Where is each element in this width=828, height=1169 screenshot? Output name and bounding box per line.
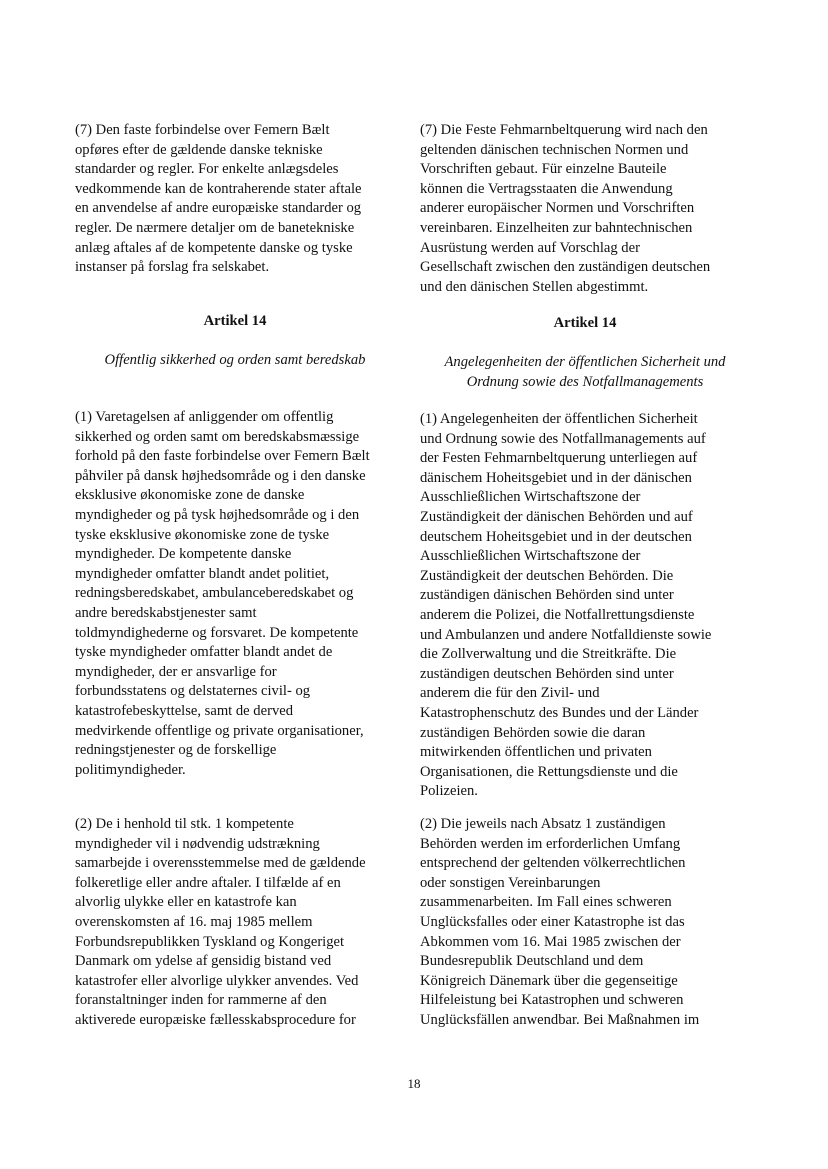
german-paragraph-2: (2) Die jeweils nach Absatz 1 zuständigen Behörden werden im erforderlichen Umfang entsprechend der geltenden völkerrechtlichen oder sonstigen Vereinbarungen zusammenarbeiten. Im Fall eines schweren Unglücksfalles oder einer Katastrophe ist das Abkommen vom 16. Mai 1985 zwischen der Bundesrepublik Deutschland und dem Königreich Dänemark über die gegenseitige Hilfeleistung bei Katastrophen und schweren Unglücksfällen anwendbar. Bei Maßnahmen im xyxy=(420,816,700,1028)
page-number: 18 xyxy=(407,1076,421,1091)
danish-paragraph-2: (2) De i henhold til stk. 1 kompetente myndigheder vil i nødvendig udstrækning samarbejde i overensstemmelse med de gældende folkeretlige eller andre aftaler. I tilfælde af en alvorlig ulykke eller en katastrofe kan overenskomsten af 16. maj 1985 mellem Forbundsrepublikken Tyskland og Kongeriget Danmark om ydelse af gensidig bistand ved katastrofer eller alvorlige ulykker anvendes. Ved foranstaltninger inden for rammerne af den aktiverede europæiske fællesskabsprocedure for xyxy=(75,816,366,1028)
danish-article-heading: Artikel 14 xyxy=(203,313,267,329)
german-article-title: Angelegenheiten der öffentlichen Sicherheit und Ordnung sowie des Notfallmanagements xyxy=(444,354,726,390)
danish-paragraph-1: (1) Varetagelsen af anliggender om offentlig sikkerhed og orden samt om beredskabsmæssige forhold på den faste forbindelse over Femern Bælt påhviler på dansk højhedsområde og i den danske eksklusive økonomiske zone de danske myndigheder og på tysk højhedsområde og i den tyske eksklusive økonomiske zone de tyske myndigheder. De kompetente danske myndigheder omfatter blandt andet politiet, redningsberedskabet, ambulanceberedskabet og andre beredskabstjenester samt toldmyndighederne og forsvaret. De kompetente tyske myndigheder omfatter blandt andet de myndigheder, der er ansvarlige for forbundsstatens og delstaternes civil- og katastrofebeskyttelse, samt de derved medvirkende offentlige og private organisationer, redningstjenester og de forskellige politimyndigheder. xyxy=(75,409,370,778)
danish-article-title: Offentlig sikkerhed og orden samt beredskab xyxy=(104,352,366,368)
danish-paragraph-7: (7) Den faste forbindelse over Femern Bælt opføres efter de gældende danske tekniske standarder og regler. For enkelte anlægsdeles vedkommende kan de kontraherende stater aftale en anvendelse af andre europæiske standarder og regler. De nærmere detaljer om de banetekniske anlæg aftales af de kompetente danske og tyske instanser på forslag fra selskabet. xyxy=(75,122,362,276)
german-paragraph-7: (7) Die Feste Fehmarnbeltquerung wird nach den geltenden dänischen technischen Normen und Vorschriften gebaut. Für einzelne Bauteile können die Vertragsstaaten die Anwendung anderer europäischer Normen und Vorschriften vereinbaren. Einzelheiten zur bahntechnischen Ausrüstung werden auf Vorschlag der Gesellschaft zwischen den zuständigen deutschen und den dänischen Stellen abgestimmt. xyxy=(420,122,711,295)
german-paragraph-1: (1) Angelegenheiten der öffentlichen Sicherheit und Ordnung sowie des Notfallmanagements auf der Festen Fehmarnbeltquerung unterliegen auf dänischem Hoheitsgebiet und in der dänischen Ausschließlichen Wirtschaftszone der Zuständigkeit der dänischen Behörden und auf deutschem Hoheitsgebiet und in der deutschen Ausschließlichen Wirtschaftszone der Zuständigkeit der deutschen Behörden. Die zuständigen dänischen Behörden sind unter anderem die Polizei, die Notfallrettungsdienste und Ambulanzen und andere Notfalldienste sowie die Zollverwaltung und die Streitkräfte. Die zuständigen deutschen Behörden sind unter anderem die für den Zivil- und Katastrophenschutz des Bundes und der Länder zuständigen Behörden sowie die daran mitwirkenden öffentlichen und privaten Organisationen, die Rettungsdienste und die Polizeien. xyxy=(420,411,712,800)
german-article-heading: Artikel 14 xyxy=(553,315,617,331)
